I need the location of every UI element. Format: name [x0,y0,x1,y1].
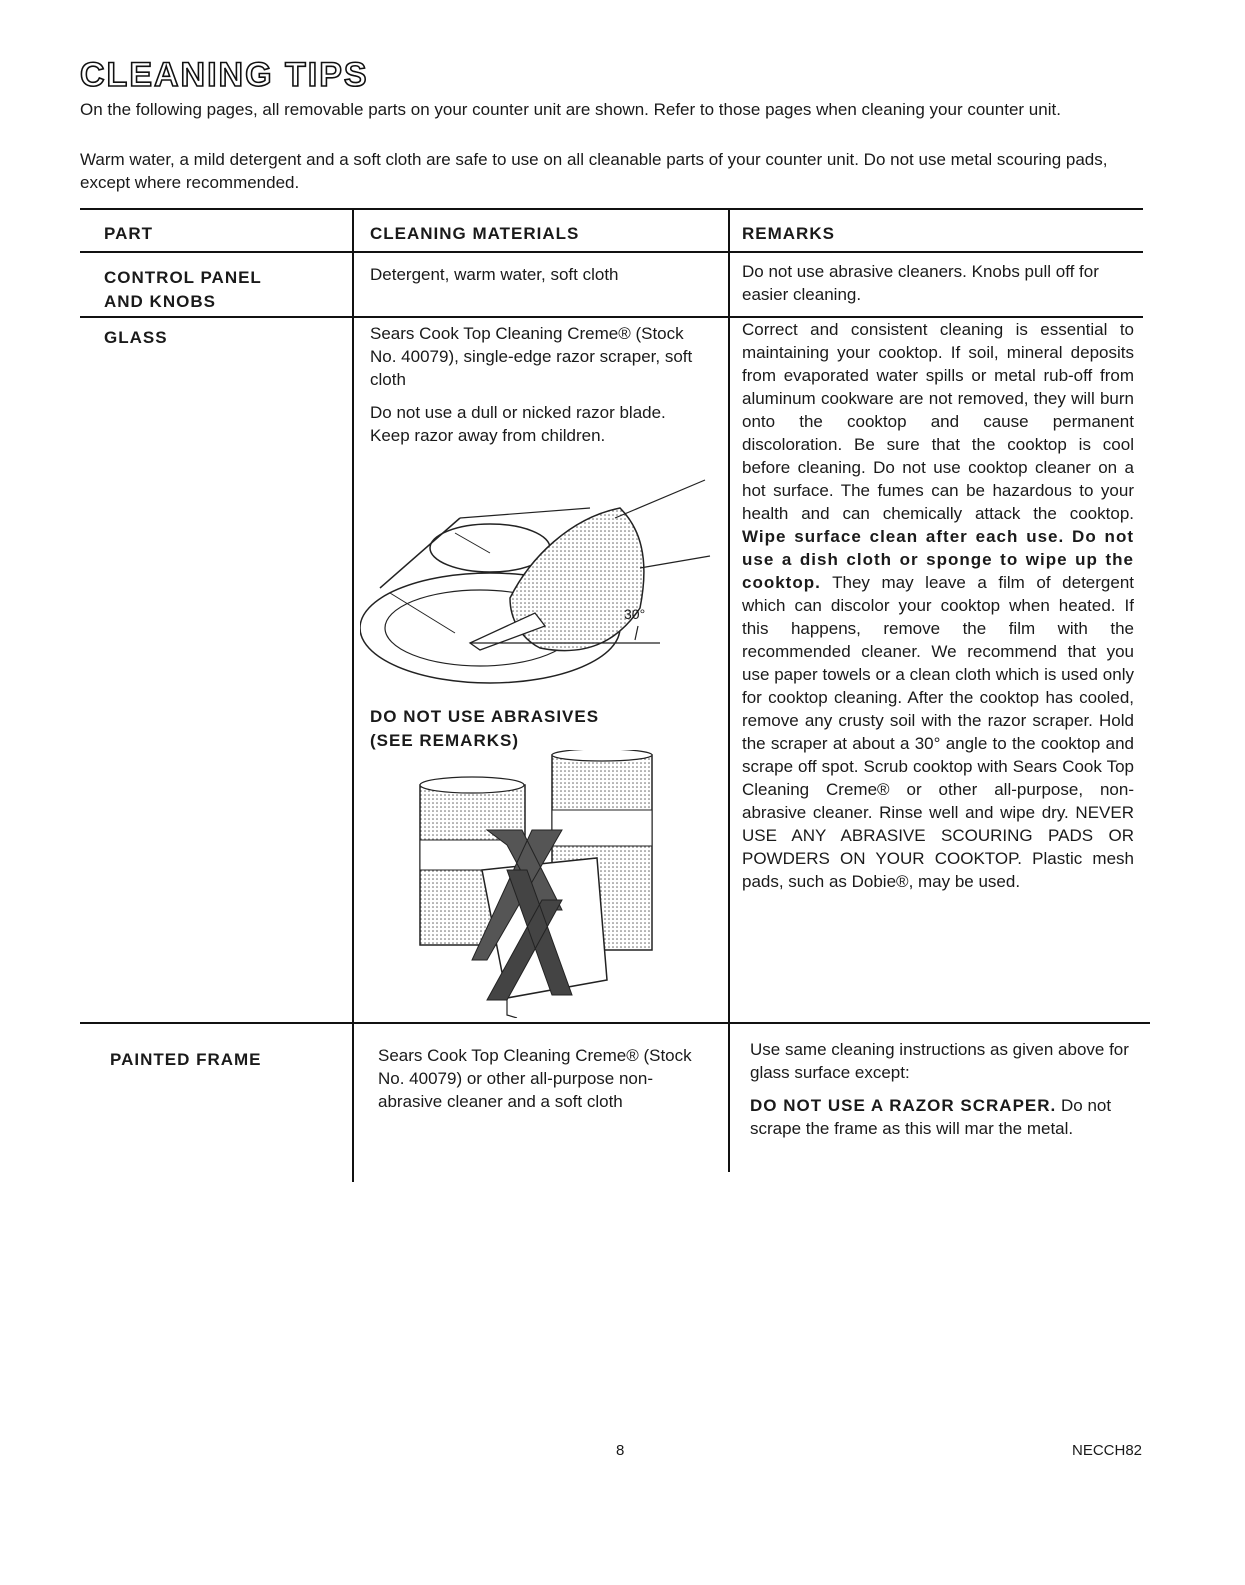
materials-painted-frame: Sears Cook Top Cleaning Creme® (Stock No. 40079) or other all-purpose non-abrasive cleaner and a soft cloth [378,1046,692,1111]
page-number: 8 [616,1442,625,1459]
materials-glass-note: Do not use a dull or nicked razor blade. Keep razor away from children. [370,403,666,445]
document-code: NECCH82 [1072,1442,1143,1459]
angle-label: 30° [624,606,646,622]
header-part: PART [104,224,154,243]
warning-no-abrasives: DO NOT USE ABRASIVES [370,707,600,726]
remarks-frame-text-2 [750,1094,1135,1140]
row-divider-2 [80,1022,1150,1024]
materials-glass [370,322,710,457]
remarks-painted-frame [750,1038,1135,1150]
remarks-glass-text-1: Correct and consistent cleaning is essential to maintaining your cooktop. If soil, mineral deposits from evaporated water spills or metal rub-off from aluminum cookware are not removed, they will burn onto the cooktop and cause permanent discoloration. Be sure that the cooktop is cool before cleaning. Do not use cooktop cleaner on a hot surface. The fumes can be hazardous to your health and can chemically attack the cooktop. [742,320,1134,523]
remarks-frame-text-3: Do not scrape the frame as this will mar the metal. [750,1096,1112,1138]
page-title: CLEANING TIPS [80,56,369,94]
header-cleaning-materials: CLEANING MATERIALS [370,224,580,243]
abrasives-crossed-out-icon [412,750,662,1018]
materials-control-panel: Detergent, warm water, soft cloth [370,265,619,284]
materials-glass-text: Sears Cook Top Cleaning Creme® (Stock No. 40079), single-edge razor scraper, soft cloth [370,324,693,389]
remarks-control-panel: Do not use abrasive cleaners. Knobs pull off for easier cleaning. [742,262,1099,304]
part-glass: GLASS [104,328,168,347]
remarks-frame-bold: DO NOT USE A RAZOR SCRAPER. [750,1096,1057,1115]
razor-scraper-illustration [360,478,720,698]
remarks-glass-text-2: They may leave a film of detergent which can discolor your cooktop when heated. If this happens, remove the film with the recommended cleaner. We recommend that you use paper towels or a clean cloth which is used only for cooktop cleaning. After the cooktop has cooled, remove any crusty soil with the razor scraper. Hold the scraper at about a 30° angle to the cooktop and scrape off spot. Scrub cooktop with Sears Cook Top Cleaning Creme® or other all-purpose, non-abrasive cleaner. Rinse well and wipe dry. NEVER USE ANY ABRASIVE SCOURING PADS OR POWDERS ON YOUR COOKTOP. Plastic mesh pads, such as Dobie®, may be used. [742,573,1134,891]
header-underline [80,251,1143,253]
part-painted-frame: PAINTED FRAME [110,1050,262,1069]
intro-paragraph-2: Warm water, a mild detergent and a soft cloth are safe to use on all cleanable parts of your counter unit. Do not use metal scouring pads, except where recommended. [80,150,1108,192]
table-top-rule [80,208,1143,210]
intro-paragraph-1: On the following pages, all removable parts on your counter unit are shown. Refer to those pages when cleaning your counter unit. [80,100,1061,119]
warning-see-remarks: (SEE REMARKS) [370,731,520,750]
column-divider-1 [352,210,354,1182]
remarks-glass [742,318,1134,893]
header-remarks: REMARKS [742,224,835,243]
remarks-frame-text-1: Use same cleaning instructions as given above for glass surface except: [750,1040,1129,1082]
remarks-glass-bold: Wipe surface clean after each use. Do not use a dish cloth or sponge to wipe up the cooktop. [742,527,1134,592]
part-control-panel: CONTROL PANEL AND KNOBS [104,268,262,311]
column-divider-2 [728,210,730,1172]
